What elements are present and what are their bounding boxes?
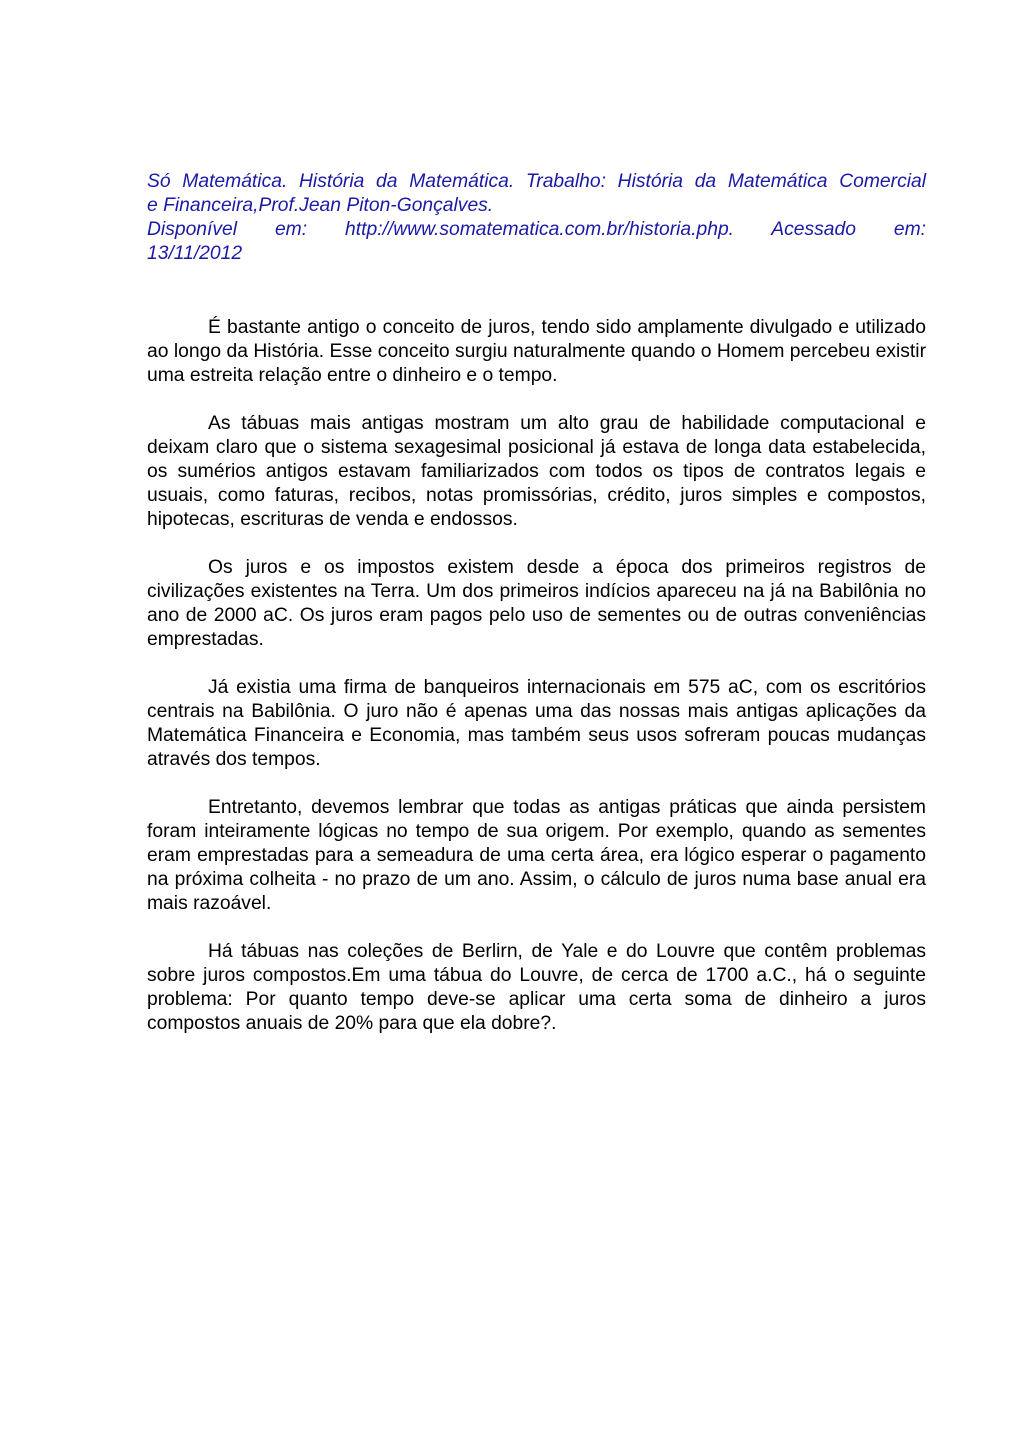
paragraph-3: Os juros e os impostos existem desde a época dos primeiros registros de civilizações existentes na Terra. Um dos primeiros indícios apareceu na já na Babilônia no ano de 2000 aC. Os juros eram pagos pelo uso de sementes ou de outras conveniências emprestadas. (147, 557, 926, 650)
paragraph-6: Há tábuas nas coleções de Berlirn, de Yale e do Louvre que contêm problemas sobre juros compostos.Em uma tábua do Louvre, de cerca de 1700 a.C., há o seguinte problema: Por quanto tempo deve-se aplicar uma certa soma de dinheiro a juros compostos anuais de 20% para que ela dobre?. (147, 941, 926, 1034)
paragraph-5: Entretanto, devemos lembrar que todas as antigas práticas que ainda persistem foram inteiramente lógicas no tempo de sua origem. Por exemplo, quando as sementes eram emprestadas para a semeadura de uma certa área, era lógico esperar o pagamento na próxima colheita - no prazo de um ano. Assim, o cálculo de juros numa base anual era mais razoável. (147, 797, 926, 914)
citation-line-1: Só Matemática. História da Matemática. Trabalho: História da Matemática Comercial (147, 171, 926, 192)
citation-block (147, 170, 926, 266)
document-content (147, 170, 926, 1060)
paragraph-2: As tábuas mais antigas mostram um alto grau de habilidade computacional e deixam claro que o sistema sexagesimal posicional já estava de longa data estabelecida, os sumérios antigos estavam familiarizados com todos os tipos de contratos legais e usuais, como faturas, recibos, notas promissórias, crédito, juros simples e compostos, hipotecas, escrituras de venda e endossos. (147, 413, 926, 530)
paragraph-1: É bastante antigo o conceito de juros, tendo sido amplamente divulgado e utilizado ao longo da História. Esse conceito surgiu naturalmente quando o Homem percebeu existir uma estreita relação entre o dinheiro e o tempo. (147, 317, 926, 386)
paragraph-4: Já existia uma firma de banqueiros internacionais em 575 aC, com os escritórios centrais na Babilônia. O juro não é apenas uma das nossas mais antigas aplicações da Matemática Financeira e Economia, mas também seus usos sofreram poucas mudanças através dos tempos. (147, 677, 926, 770)
citation-line-3: Disponível em: http://www.somatematica.com.br/historia.php. Acessado em: (147, 219, 926, 240)
citation-line-2: e Financeira,Prof.Jean Piton-Gonçalves. (147, 195, 494, 216)
citation-line-4: 13/11/2012 (147, 243, 243, 264)
